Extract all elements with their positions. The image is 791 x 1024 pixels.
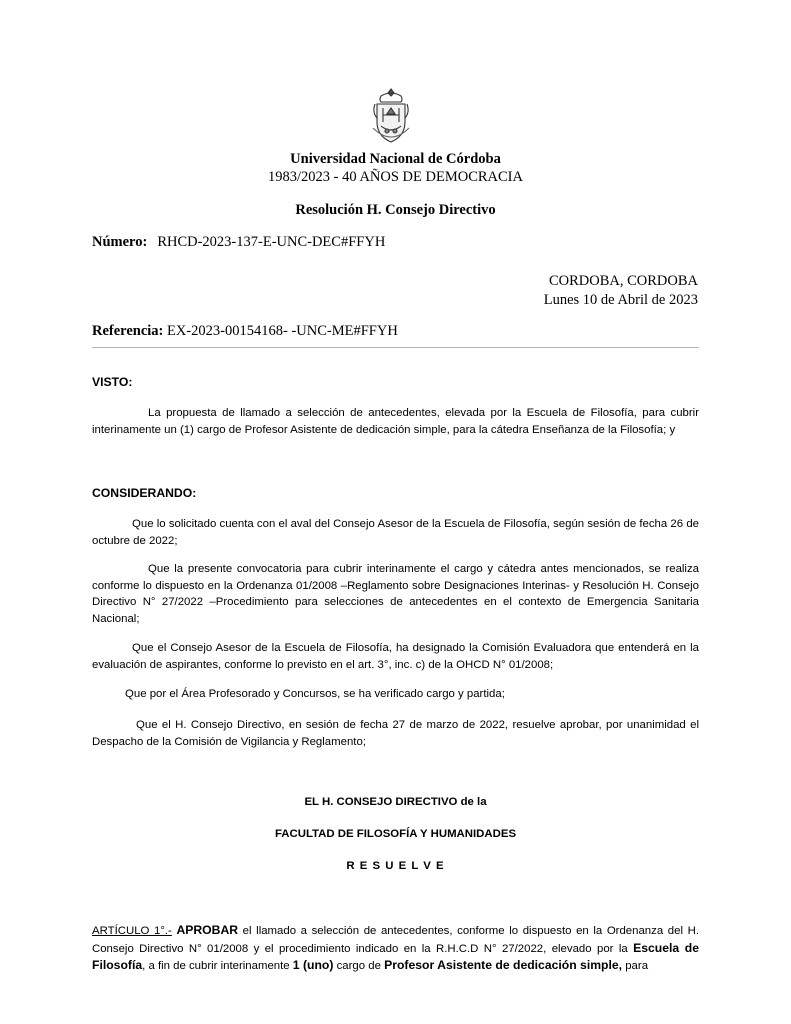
resolve-line-1: EL H. CONSEJO DIRECTIVO de la xyxy=(304,796,487,808)
considerando-label: CONSIDERANDO: xyxy=(92,486,197,500)
numero-line xyxy=(92,234,385,251)
considerando-paragraph-5: Que el H. Consejo Directivo, en sesión de fecha 27 de marzo de 2022, resuelve aprobar, por unanimidad el Despacho de la Comisión de Vigilancia y Reglamento; xyxy=(92,719,699,748)
resolve-line-2: FACULTAD DE FILOSOFÍA Y HUMANIDADES xyxy=(274,828,517,840)
resolve-line-3: R E S U E L V E xyxy=(346,860,445,872)
considerando-paragraph-1: Que lo solicitado cuenta con el aval del Consejo Asesor de la Escuela de Filosofía, según sesión de fecha 26 de octubre de 2022; xyxy=(92,518,699,547)
referencia-line xyxy=(92,323,398,340)
visto-paragraph: La propuesta de llamado a selección de antecedentes, elevada por la Escuela de Filosofía, para cubrir interinamente un (1) cargo de Profesor Asistente de dedicación simple, para la cátedra Enseñanza de la Filosofía; y xyxy=(92,407,699,436)
university-name: Universidad Nacional de Córdoba xyxy=(290,151,501,167)
articulo-1-text-2: , a fin de cubrir interinamente xyxy=(142,960,293,972)
date: Lunes 10 de Abril de 2023 xyxy=(543,292,698,308)
university-crest-icon xyxy=(369,86,413,146)
considerando-paragraph-3: Que el Consejo Asesor de la Escuela de Filosofía, ha designado la Comisión Evaluadora que entenderá en la evaluación de aspirantes, conforme lo previsto en el art. 3°, inc. c) de la OHCD N° 01/2008; xyxy=(92,642,699,671)
considerando-paragraph-4: Que por el Área Profesorado y Concursos, se ha verificado cargo y partida; xyxy=(125,688,505,700)
header-divider xyxy=(92,347,699,348)
articulo-1-text-4: para xyxy=(622,960,649,972)
articulo-1-label: ARTÍCULO 1°.- xyxy=(92,925,172,937)
articulo-1-paragraph xyxy=(92,922,699,975)
articulo-1-escuela: Escuela de Filosofía xyxy=(92,940,699,972)
articulo-1-cargo: Profesor Asistente de dedicación simple, xyxy=(384,958,623,972)
referencia-label: Referencia: xyxy=(92,323,164,339)
numero-value: RHCD-2023-137-E-UNC-DEC#FFYH xyxy=(157,234,386,250)
numero-label: Número: xyxy=(92,234,148,250)
considerando-paragraph-2: Que la presente convocatoria para cubrir interinamente el cargo y cátedra antes mencionados, se realiza conforme lo dispuesto en la Ordenanza 01/2008 –Reglamento sobre Designaciones Interinas- y Resolución H. Consejo Directivo N° 27/2022 –Procedimiento para selecciones de antecedentes en el contexto de Emergencia Sanitaria Nacional; xyxy=(92,563,699,625)
articulo-1-verb: APROBAR xyxy=(176,923,239,937)
articulo-1-quantity: 1 (uno) xyxy=(292,958,334,972)
articulo-1-text-3: cargo de xyxy=(333,960,385,972)
visto-label: VISTO: xyxy=(92,375,133,389)
resolution-type: Resolución H. Consejo Directivo xyxy=(295,202,496,218)
articulo-1-text-1: el llamado a selección de antecedentes, conforme lo dispuesto en la Ordenanza del H. Consejo Directivo N° 01/2008 y el procedimiento indicado en la R.H.C.D N° 27/2022, elevado por la xyxy=(92,925,699,955)
anniversary-subtitle: 1983/2023 - 40 AÑOS DE DEMOCRACIA xyxy=(268,169,523,185)
place-date xyxy=(380,272,698,310)
city: CORDOBA, CORDOBA xyxy=(548,273,698,289)
referencia-value: EX-2023-00154168- -UNC-ME#FFYH xyxy=(167,323,398,339)
